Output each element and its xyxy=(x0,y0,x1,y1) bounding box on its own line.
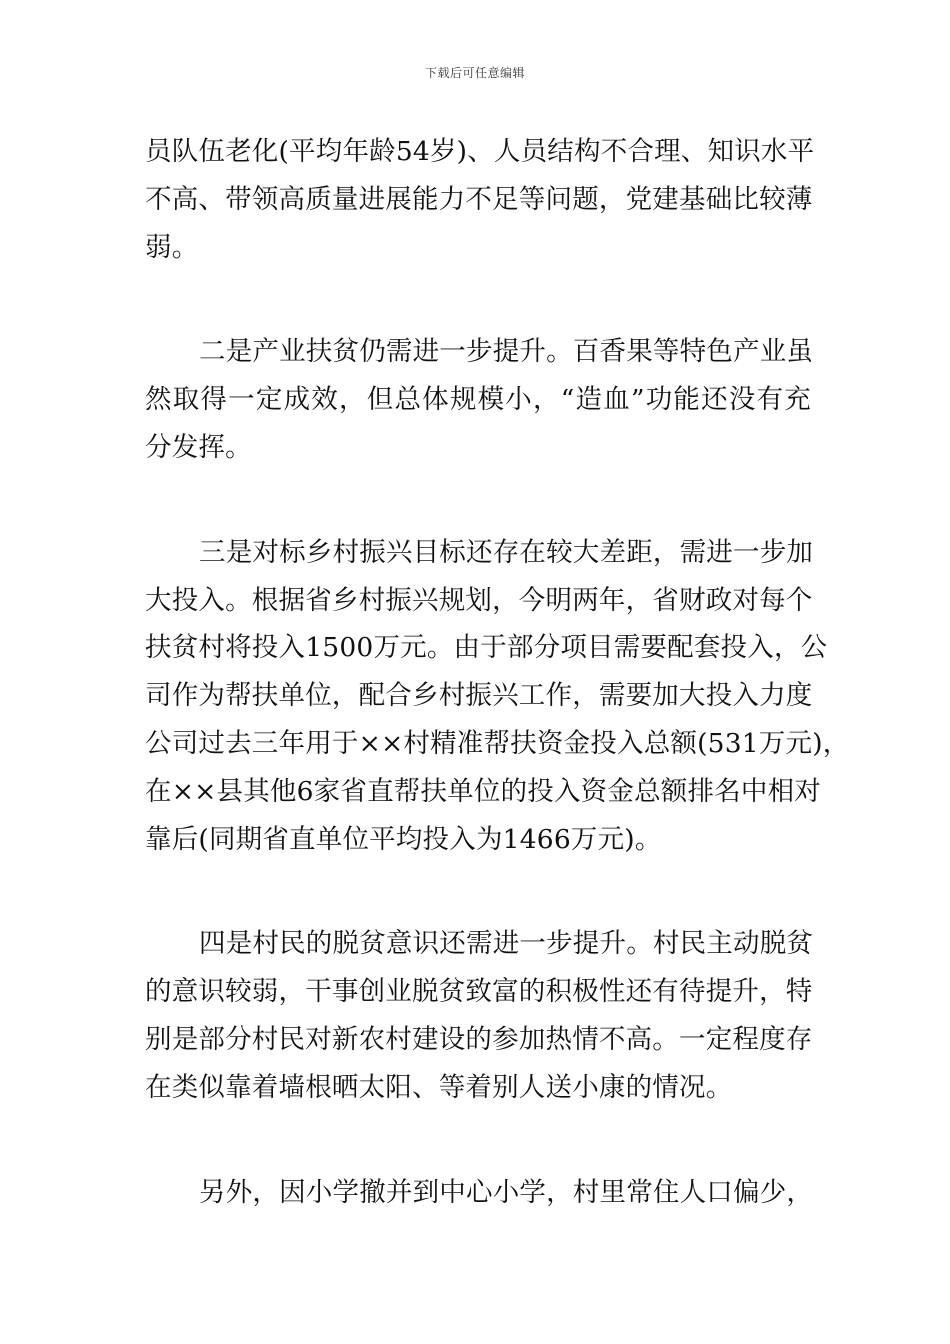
text-line: 另外，因小学撤并到中心小学，村里常住人口偏少， xyxy=(199,1176,814,1208)
text-line: 公司过去三年用于××村精准帮扶资金投入总额(531万元)， xyxy=(145,727,850,759)
paragraph-industry-poverty-alleviation xyxy=(145,328,814,471)
text-line: 大投入。根据省乡村振兴规划，今明两年，省财政对每个 xyxy=(145,584,813,616)
text-line: 扶贫村将投入1500万元。由于部分项目需要配套投入，公 xyxy=(145,632,828,664)
text-line: 靠后(同期省直单位平均投入为1466万元)。 xyxy=(145,823,662,855)
paragraph-spacer xyxy=(145,472,811,529)
text-line: 然取得一定成效，但总体规模小，“造血”功能还没有充 xyxy=(145,384,811,416)
text-line: 二是产业扶贫仍需进一步提升。百香果等特色产业虽 xyxy=(199,336,814,368)
paragraph-party-building xyxy=(145,128,815,271)
text-line: 在类似靠着墙根晒太阳、等着别人送小康的情况。 xyxy=(145,1071,733,1103)
page-header: 下载后可任意编辑 xyxy=(424,66,525,80)
text-line: 弱。 xyxy=(145,231,199,263)
text-line: 别是部分村民对新农村建设的参加热情不高。一定程度存 xyxy=(145,1023,813,1055)
text-line: 分发挥。 xyxy=(145,431,252,463)
paragraph-spacer xyxy=(145,1112,811,1169)
text-line: 三是对标乡村振兴目标还存在较大差距，需进一步加 xyxy=(199,536,814,568)
text-line: 不高、带领高质量进展能力不足等问题，党建基础比较薄 xyxy=(145,183,813,215)
text-line: 四是村民的脱贫意识还需进一步提升。村民主动脱贫 xyxy=(199,928,814,960)
paragraph-spacer xyxy=(145,271,811,328)
text-line: 在××县其他6家省直帮扶单位的投入资金总额排名中相对 xyxy=(145,775,821,807)
paragraph-villager-awareness xyxy=(145,920,814,1111)
paragraph-spacer xyxy=(145,863,811,920)
document-body xyxy=(145,128,850,1216)
text-line: 的意识较弱，干事创业脱贫致富的积极性还有待提升，特 xyxy=(145,976,813,1008)
paragraph-rural-revitalization-gap xyxy=(145,529,850,864)
text-line: 司作为帮扶单位，配合乡村振兴工作，需要加大投入力度 xyxy=(145,680,813,712)
paragraph-additionally xyxy=(145,1169,814,1217)
text-line: 员队伍老化(平均年龄54岁)、人员结构不合理、知识水平 xyxy=(145,136,815,167)
